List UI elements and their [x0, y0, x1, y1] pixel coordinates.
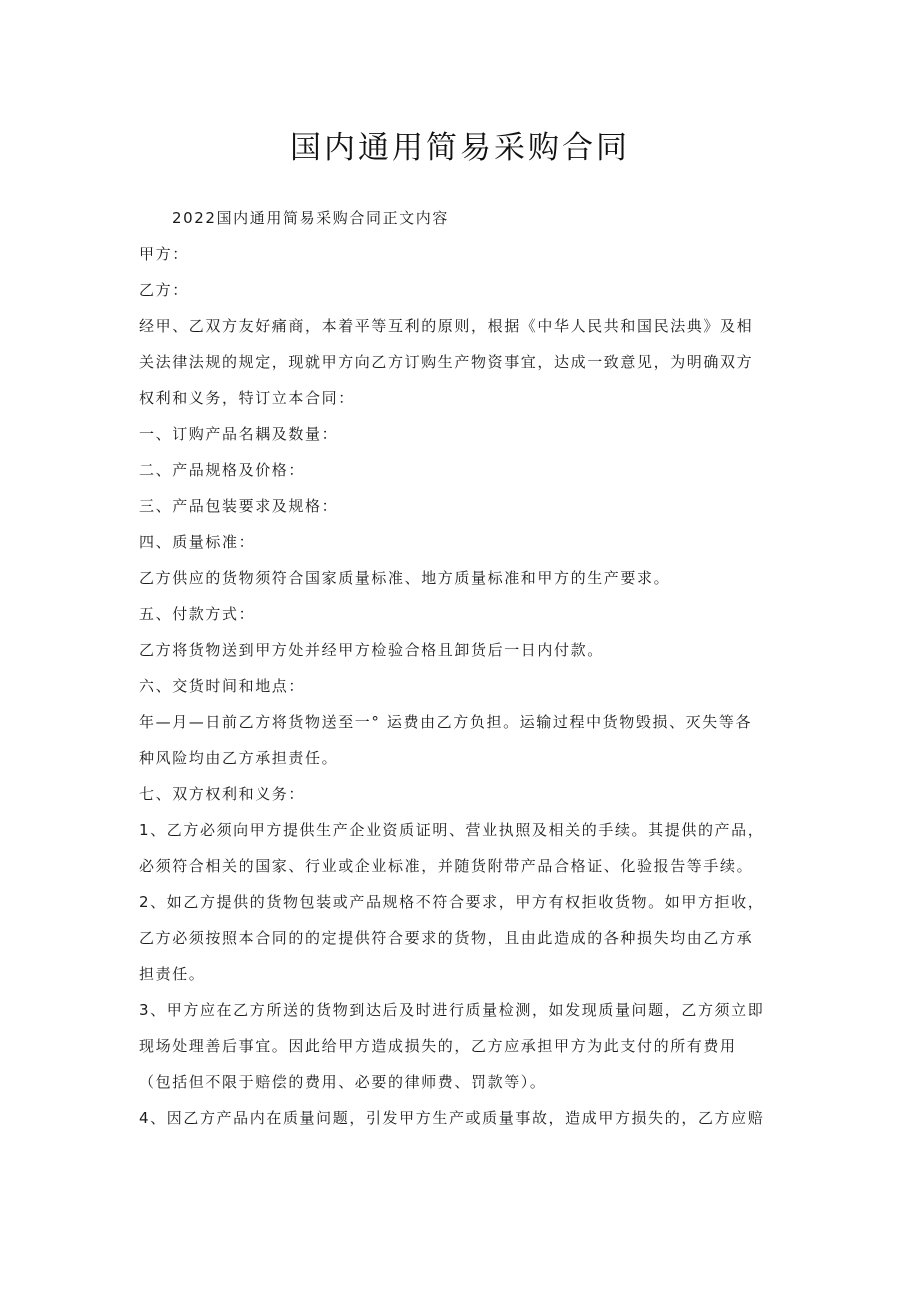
section-heading: 三、产品包装要求及规格：	[139, 497, 339, 515]
paragraph-line: 种风险均由乙方承担责任。	[139, 749, 339, 767]
paragraph-line: 年—月—日前乙方将货物送至一° 运费由乙方负担。运输过程中货物毁损、灭失等各	[139, 713, 753, 731]
party-b-line: 乙方：	[139, 281, 189, 299]
clause-line: 4、因乙方产品内在质量问题，引发甲方生产或质量事故，造成甲方损失的，乙方应赔	[139, 1109, 765, 1127]
document-title: 国内通用简易采购合同	[290, 130, 630, 166]
preamble-line: 权利和义务，特订立本合同：	[139, 389, 355, 407]
paragraph-line: 乙方将货物送到甲方处并经甲方检验合格且卸货后一日内付款。	[139, 641, 604, 659]
clause-line: 现场处理善后事宜。因此给甲方造成损失的，乙方应承担甲方为此支付的所有费用	[139, 1037, 737, 1055]
clause-line: 3、甲方应在乙方所送的货物到达后及时进行质量检测，如发现质量问题，乙方须立即	[139, 1001, 765, 1019]
section-heading: 一、订购产品名耦及数量：	[139, 425, 339, 443]
section-heading: 七、双方权利和义务：	[139, 785, 306, 803]
clause-line: 担责任。	[139, 965, 206, 983]
section-heading: 五、付款方式：	[139, 605, 256, 623]
section-heading: 六、交货时间和地点：	[139, 677, 306, 695]
section-heading: 四、质量标准：	[139, 533, 256, 551]
section-heading: 二、产品规格及价格：	[139, 461, 306, 479]
document-body	[139, 200, 775, 1136]
paragraph-line: 乙方供应的货物须符合国家质量标准、地方质量标准和甲方的生产要求。	[139, 569, 671, 587]
clause-line: （包括但不限于赔偿的费用、必要的律师费、罚款等）。	[139, 1073, 547, 1091]
contract-heading-line: 2022国内通用简易采购合同正文内容	[172, 209, 449, 227]
clause-line: 乙方必须按照本合同的的定提供符合要求的货物，且由此造成的各种损失均由乙方承	[139, 929, 754, 947]
clause-line: 2、如乙方提供的货物包装或产品规格不符合要求，甲方有权拒收货物。如甲方拒收，	[139, 893, 765, 911]
preamble-line: 关法律法规的规定，现就甲方向乙方订购生产物资事宜，达成一致意见，为明确双方	[139, 353, 754, 371]
party-a-line: 甲方：	[139, 245, 189, 263]
clause-line: 必须符合相关的国家、行业或企业标准，并随货附带产品合格证、化验报告等手续。	[139, 857, 754, 875]
preamble-line: 经甲、乙双方友好痛商，本着平等互利的原则，根据《中华人民共和国民法典》及相	[139, 317, 754, 335]
clause-line: 1、乙方必须向甲方提供生产企业资质证明、营业执照及相关的手续。其提供的产品，	[139, 821, 765, 839]
